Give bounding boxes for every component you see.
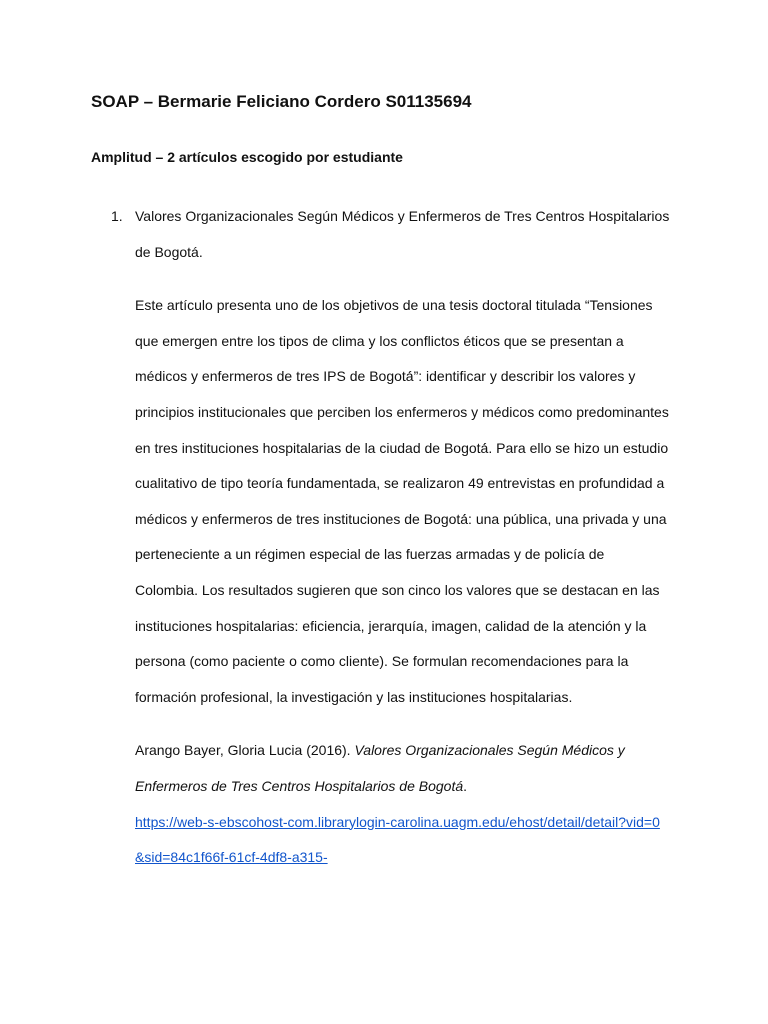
citation-author: Arango Bayer, Gloria Lucia (2016).: [135, 742, 351, 759]
citation-period: .: [463, 777, 468, 794]
article-abstract: Este artículo presenta uno de los objetivos de una tesis doctoral titulada “Tensiones que emergen entre los tipos de clima y los conflictos éticos que se presentan a médicos y enfermeros de tres IPS de Bogotá́”: identificar y describir los valores y principios institucionales que perciben los enfermeros y médicos como predominantes en tres instituciones hospitalarias de la ciudad de Bogotá́. Para ello se hizo un estudio cualitativo de tipo teoría fundamentada, se realizaron 49 entrevistas en profundidad a médicos y enfermeros de tres instituciones de Bogotá́: una pública, una privada y una perteneciente a un régimen especial de las fuerzas armadas y de policía de Colombia. Los resultados sugieren que son cinco los valores que se destacan en las instituciones hospitalarias: eficiencia, jerarquía, imagen, calidad de la atención y la persona (como paciente o como cliente). Se formulan recomendaciones para la formación profesional, la investigación y las instituciones hospitalarias.: [135, 297, 669, 705]
article-link[interactable]: https://web-s-ebscohost-com.librarylogin-carolina.uagm.edu/ehost/detail/detail?vid=0&sid=84c1f66f-61cf-4df8-a315-: [135, 813, 660, 866]
article-citation: [135, 733, 671, 875]
citation-title: Valores Organizacionales Según Médicos y Enfermeros de Tres Centros Hospitalarios de Bogotá: [135, 742, 625, 794]
list-item: [111, 199, 671, 876]
section-subtitle: Amplitud – 2 artículos escogido por estudiante: [91, 149, 403, 165]
document-title: SOAP – Bermarie Feliciano Cordero S01135694: [91, 92, 472, 111]
article-title: Valores Organizacionales Según Médicos y Enfermeros de Tres Centros Hospitalarios de Bogotá.: [135, 208, 670, 260]
article-list: [111, 199, 671, 876]
list-number: 1.: [111, 208, 123, 224]
